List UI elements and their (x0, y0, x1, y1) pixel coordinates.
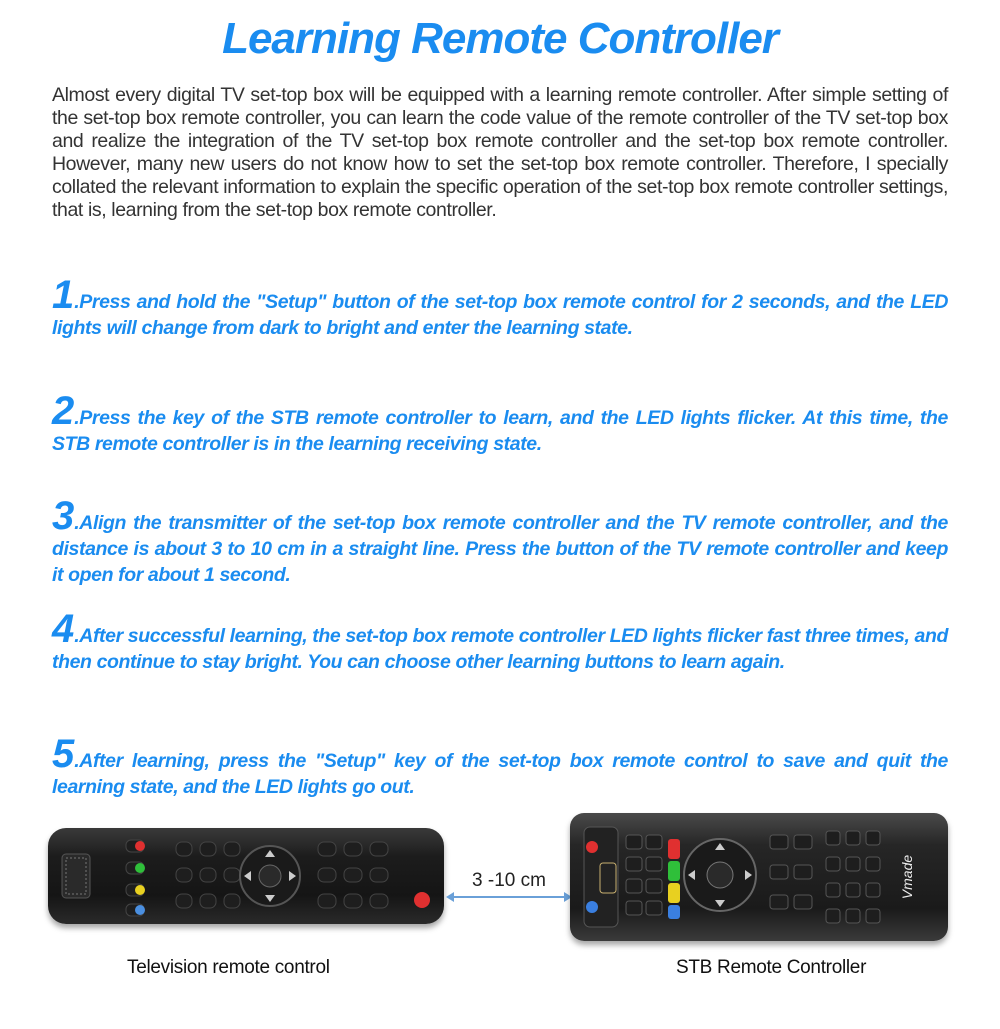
step-2 (52, 389, 948, 457)
step-5 (52, 732, 948, 800)
step-text: .After learning, press the "Setup" key of the set-top box remote control to save and quit the learning state, and the LED lights go out. (52, 750, 948, 798)
step-number: 2 (52, 389, 75, 433)
step-number: 5 (52, 732, 75, 776)
stb-remote-caption: STB Remote Controller (676, 957, 867, 978)
step-number: 1 (52, 273, 75, 317)
distance-label: 3 -10 cm (472, 870, 546, 891)
step-1 (52, 273, 948, 341)
step-3 (52, 494, 948, 588)
step-number: 4 (52, 607, 75, 651)
tv-remote-buttons-icon (48, 828, 444, 924)
step-text: .Align the transmitter of the set-top box remote controller and the TV remote controller, and the distance is about 3 to 10 cm in a straight line. Press the button of the TV remote controller and keep it open for about 1 second. (52, 512, 948, 586)
intro-paragraph: Almost every digital TV set-top box will be equipped with a learning remote controller. After simple setting of the set-top box remote controller, you can learn the code value of the remote controller of the TV set-top box and realize the integration of the TV set-top box remote controller and the set-top box remote controller. However, many new users do not know how to set the set-top box remote controller. Therefore, I specially collated the relevant information to explain the specific operation of the set-top box remote controller settings, that is, learning from the set-top box remote controller. (52, 84, 948, 221)
stb-remote-image (570, 813, 948, 941)
stb-remote-buttons-icon (570, 813, 948, 941)
step-text: .After successful learning, the set-top box remote controller LED lights flicker fast three times, and then continue to stay bright. You can choose other learning buttons to learn again. (52, 625, 948, 673)
step-number: 3 (52, 494, 75, 538)
page-title: Learning Remote Controller (222, 14, 778, 63)
step-4 (52, 607, 948, 675)
stb-brand-logo: Vmade (899, 854, 915, 900)
step-text: .Press and hold the "Setup" button of the set-top box remote control for 2 seconds, and the LED lights will change from dark to bright and enter the learning state. (52, 291, 948, 339)
tv-remote-image (48, 828, 444, 924)
distance-arrow-icon (452, 896, 566, 898)
tv-remote-caption: Television remote control (127, 957, 330, 978)
step-text: .Press the key of the STB remote controller to learn, and the LED lights flicker. At this time, the STB remote controller is in the learning receiving state. (52, 407, 948, 455)
